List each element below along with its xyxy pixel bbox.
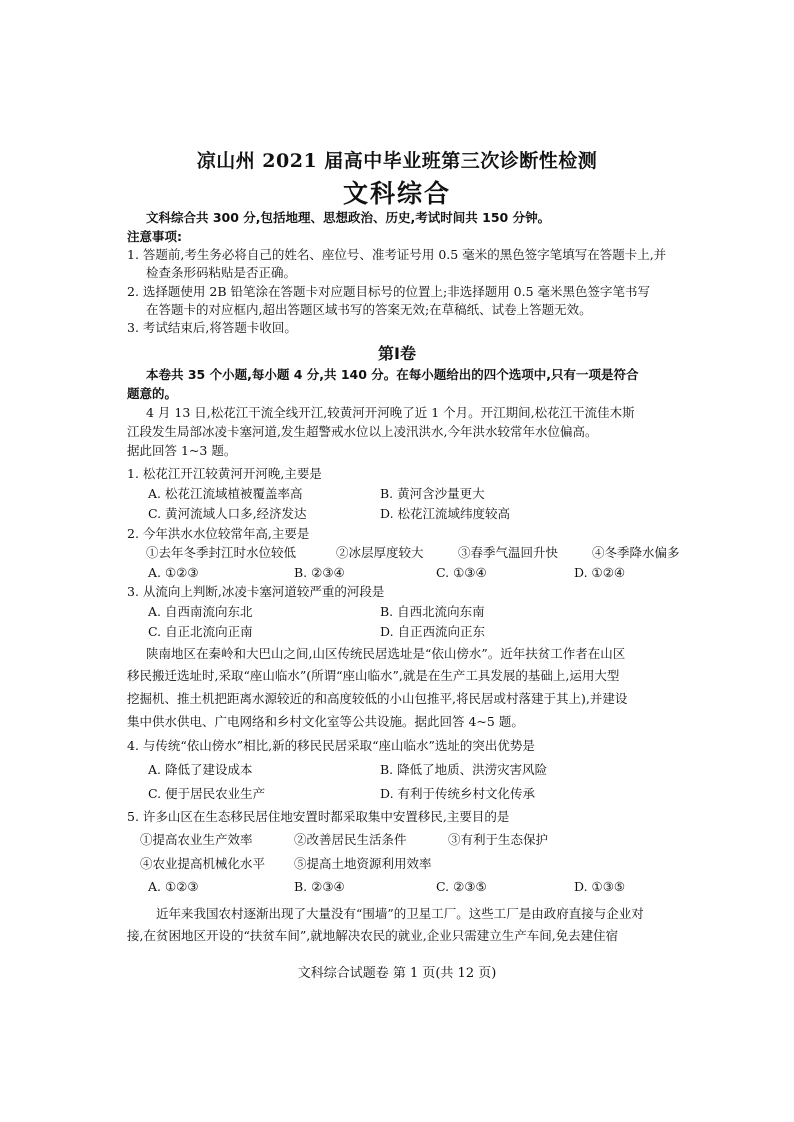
q2-option-d: D. ①②④ — [574, 565, 626, 580]
q5-option-d: D. ①③⑤ — [574, 879, 626, 894]
q1-option-b: B. 黄河含沙量更大 — [380, 486, 485, 501]
passage-3-line: 接,在贫困地区开设的“扶贫车间”,就地解决农民的就业,企业只需建立生产车间,免去建住宿 — [127, 928, 619, 943]
passage-2-line: 集中供水供电、广电网络和乡村文化室等公共设施。据此回答 4~5 题。 — [127, 714, 524, 729]
question-1-stem: 1. 松花江开江较黄河开河晚,主要是 — [127, 466, 322, 481]
q1-option-d: D. 松花江流域纬度较高 — [380, 506, 511, 521]
q5-item-2: ②改善居民生活条件 — [294, 832, 407, 847]
q5-option-c: C. ②③⑤ — [436, 879, 487, 894]
passage-2-line: 挖掘机、推土机把距离水源较近的和高度较低的小山包推平,将民居或村落建于其上),并建设 — [127, 691, 628, 706]
exam-summary: 文科综合共 300 分,包括地理、思想政治、历史,考试时间共 150 分钟。 — [146, 210, 551, 225]
q5-option-b: B. ②③④ — [294, 879, 345, 894]
q2-item-3: ③春季气温回升快 — [458, 545, 559, 560]
q1-option-c: C. 黄河流域人口多,经济发达 — [148, 506, 307, 521]
note-2: 2. 选择题使用 2B 铅笔涂在答题卡对应题目标号的位置上;非选择题用 0.5 毫米黑色签字笔书写 — [127, 284, 651, 299]
question-5-stem: 5. 许多山区在生态移民居住地安置时都采取集中安置移民,主要目的是 — [127, 809, 510, 824]
q4-option-a: A. 降低了建设成本 — [148, 762, 253, 777]
passage-2-line: 陕南地区在秦岭和大巴山之间,山区传统民居选址是“依山傍水”。近年扶贫工作者在山区 — [146, 646, 626, 661]
q2-item-2: ②冰层厚度较大 — [336, 545, 424, 560]
q4-option-d: D. 有利于传统乡村文化传承 — [380, 786, 536, 801]
q5-item-3: ③有利于生态保护 — [448, 832, 549, 847]
passage-1-line: 据此回答 1~3 题。 — [127, 443, 237, 458]
section-heading: 第Ⅰ卷 — [378, 344, 416, 363]
q2-option-c: C. ①③④ — [436, 565, 487, 580]
q3-option-a: A. 自西南流向东北 — [148, 604, 253, 619]
q4-option-b: B. 降低了地质、洪涝灾害风险 — [380, 762, 548, 777]
note-2-cont: 在答题卡的对应框内,超出答题区域书写的答案无效;在草稿纸、试卷上答题无效。 — [146, 302, 592, 317]
passage-1-line: 江段发生局部冰凌卡塞河道,发生超警戒水位以上凌汛洪水,今年洪水较常年水位偏高。 — [127, 424, 598, 439]
notice-label: 注意事项: — [127, 229, 182, 244]
q5-item-1: ①提高农业生产效率 — [140, 832, 253, 847]
q2-item-1: ①去年冬季封江时水位较低 — [146, 545, 297, 560]
section-instruction-cont: 题意的。 — [127, 386, 178, 401]
q4-option-c: C. 便于居民农业生产 — [148, 786, 266, 801]
question-3-stem: 3. 从流向上判断,冰凌卡塞河道较严重的河段是 — [127, 584, 385, 599]
question-4-stem: 4. 与传统“依山傍水”相比,新的移民民居采取“座山临水”选址的突出优势是 — [127, 738, 535, 753]
exam-title: 凉山州 2021 届高中毕业班第三次诊断性检测 — [196, 150, 598, 172]
passage-2-line: 移民搬迁选址时,采取“座山临水”(所谓“座山临水”,就是在生产工具发展的基础上,运用大型 — [127, 668, 620, 683]
passage-3-line: 近年来我国农村逐渐出现了大量没有“围墙”的卫星工厂。这些工厂是由政府直接与企业对 — [156, 906, 644, 921]
q3-option-c: C. 自正北流向正南 — [148, 624, 253, 639]
q3-option-d: D. 自正西流向正东 — [380, 624, 486, 639]
exam-subject-title: 文科综合 — [342, 179, 451, 208]
page-footer: 文科综合试题卷 第 1 页(共 12 页) — [297, 966, 497, 981]
note-1-cont: 检查条形码粘贴是否正确。 — [146, 265, 297, 280]
passage-1-line: 4 月 13 日,松花江干流全线开江,较黄河开河晚了近 1 个月。开江期间,松花江干流佳木斯 — [146, 405, 635, 420]
q5-item-4: ④农业提高机械化水平 — [140, 856, 266, 871]
q5-item-5: ⑤提高土地资源利用效率 — [294, 856, 432, 871]
q3-option-b: B. 自西北流向东南 — [380, 604, 485, 619]
q5-option-a: A. ①②③ — [148, 879, 199, 894]
q2-item-4: ④冬季降水偏多 — [592, 545, 680, 560]
section-instruction: 本卷共 35 个小题,每小题 4 分,共 140 分。在每小题给出的四个选项中,只有一项是符合 — [146, 367, 639, 382]
q2-option-b: B. ②③④ — [294, 565, 345, 580]
q1-option-a: A. 松花江流域植被覆盖率高 — [148, 486, 303, 501]
q2-option-a: A. ①②③ — [148, 565, 199, 580]
note-3: 3. 考试结束后,将答题卡收回。 — [127, 320, 297, 335]
note-1: 1. 答题前,考生务必将自己的姓名、座位号、准考证号用 0.5 毫米的黑色签字笔填写在答题卡上,并 — [127, 247, 667, 262]
question-2-stem: 2. 今年洪水水位较常年高,主要是 — [127, 526, 310, 541]
